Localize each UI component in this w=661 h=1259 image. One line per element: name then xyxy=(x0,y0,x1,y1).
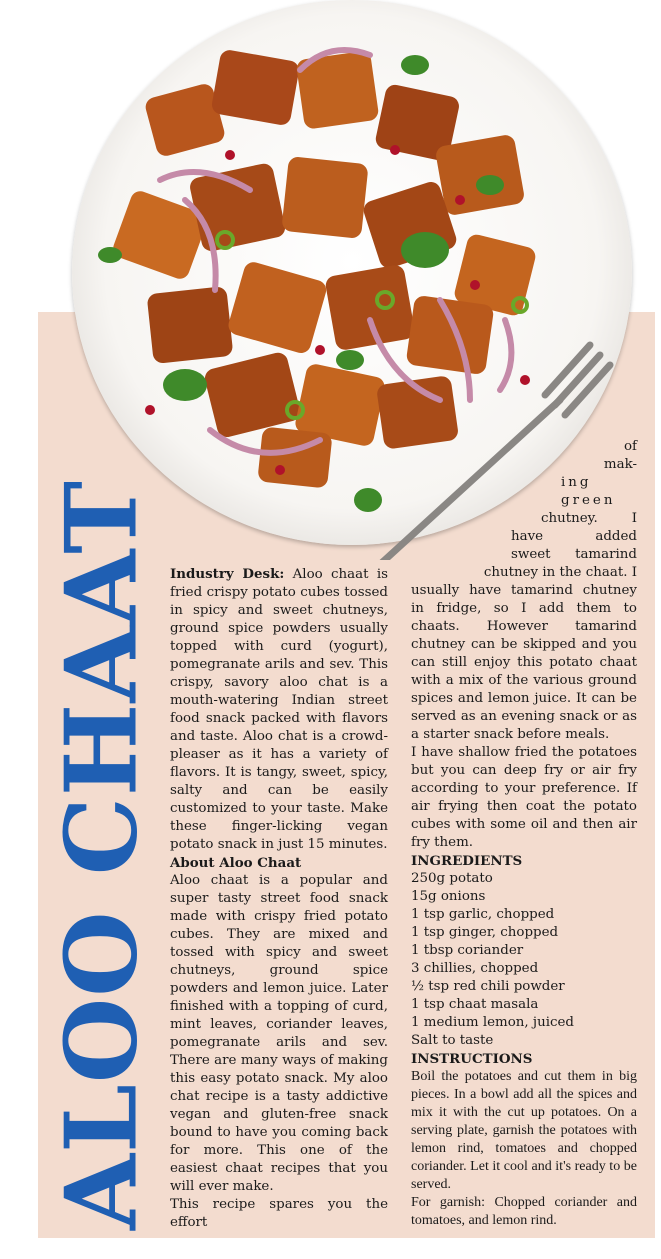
ingredient-item: 1 medium lemon, juiced xyxy=(411,1015,574,1030)
instructions-heading: INSTRUCTIONS xyxy=(411,1051,533,1067)
wrap-line: green xyxy=(561,493,616,508)
wrap-line: mak- xyxy=(603,457,637,472)
about-heading: About Aloo Chaat xyxy=(170,855,302,871)
byline: Industry Desk: xyxy=(170,566,285,582)
paragraph-frying: I have shallow fried the potatoes but you can deep fry or air fry according to your preference. If air frying then coat the potato cubes with some oil and then air fry them. xyxy=(411,745,637,850)
wrap-line: have added xyxy=(511,529,637,544)
about-text: Aloo chaat is a popular and super tasty street food snack made with crispy fried potato cubes. They are mixed and tossed with spicy and sweet chutneys, ground spice powders and lemon juice. Later finished with a topping of curd, mint leaves, coriander leaves, pomegranate arils and sev. There are many ways of making this easy potato snack. My aloo chat recipe is a tasty addictive vegan and gluten-free snack bound to have you coming back for more. This one of the easiest chaat recipes that you will ever make. xyxy=(170,873,388,1194)
ingredient-item: 1 tsp chaat masala xyxy=(411,997,539,1012)
wrap-line: chutney. I xyxy=(541,511,637,526)
ingredient-item: 250g potato xyxy=(411,871,493,886)
wrap-line: sweet tamarind xyxy=(511,547,637,562)
ingredient-item: 15g onions xyxy=(411,889,486,904)
garnish-text: For garnish: Chopped coriander and tomatoes, and lemon rind. xyxy=(411,1195,637,1228)
paragraph-tamarind: usually have tamarind chutney in fridge, so I add them to chaats. However tamarind chutney can be skipped and you can still enjoy this potato chaat with a mix of the various ground spices and lemon juice. It can be served as an evening snack or as a starter snack before meals. xyxy=(411,583,637,742)
ingredient-item: ½ tsp red chili powder xyxy=(411,979,565,994)
continuation-text: This recipe spares you the effort xyxy=(170,1197,388,1230)
intro-text: Aloo chaat is fried crispy potato cubes tossed in spicy and sweet chutneys, ground spice powders usually topped with curd (yogurt), pomegranate arils and sev. This crispy, savory aloo chat is a mouth-watering Indian street food snack packed with flavors and taste. Aloo chat is a crowd-pleaser as it has a variety of flavors. It is tangy, sweet, spicy, salty and can be easily customized to your taste. Make these finger-licking vegan potato snack in just 15 minutes. xyxy=(170,567,389,852)
wrap-line: ing xyxy=(561,475,592,490)
ingredient-item: Salt to taste xyxy=(411,1033,494,1048)
headline-wrapper xyxy=(44,479,160,1231)
wrap-line: chutney in the chaat. I xyxy=(483,565,637,580)
instructions-text: Boil the potatoes and cut them in big pieces. In a bowl add all the spices and mix it with the cut up potatoes. On a serving plate, garnish the potatoes with lemon rind, tomatoes and chopped coriander. Let it cool and it's ready to be served. xyxy=(411,1069,637,1192)
headline: ALOO CHAAT xyxy=(44,479,160,1231)
ingredients-list xyxy=(411,870,637,1050)
article-column-left xyxy=(170,565,388,1232)
wrap-line: of xyxy=(623,439,637,454)
ingredient-item: 1 tsp garlic, chopped xyxy=(411,907,555,922)
intro-paragraph xyxy=(170,565,388,854)
ingredients-heading: INGREDIENTS xyxy=(411,853,523,869)
ingredient-item: 1 tbsp coriander xyxy=(411,943,524,958)
ingredient-item: 3 chillies, chopped xyxy=(411,961,539,976)
ingredient-item: 1 tsp ginger, chopped xyxy=(411,925,559,940)
article-column-right xyxy=(411,438,637,1230)
potato-cubes xyxy=(110,49,537,489)
